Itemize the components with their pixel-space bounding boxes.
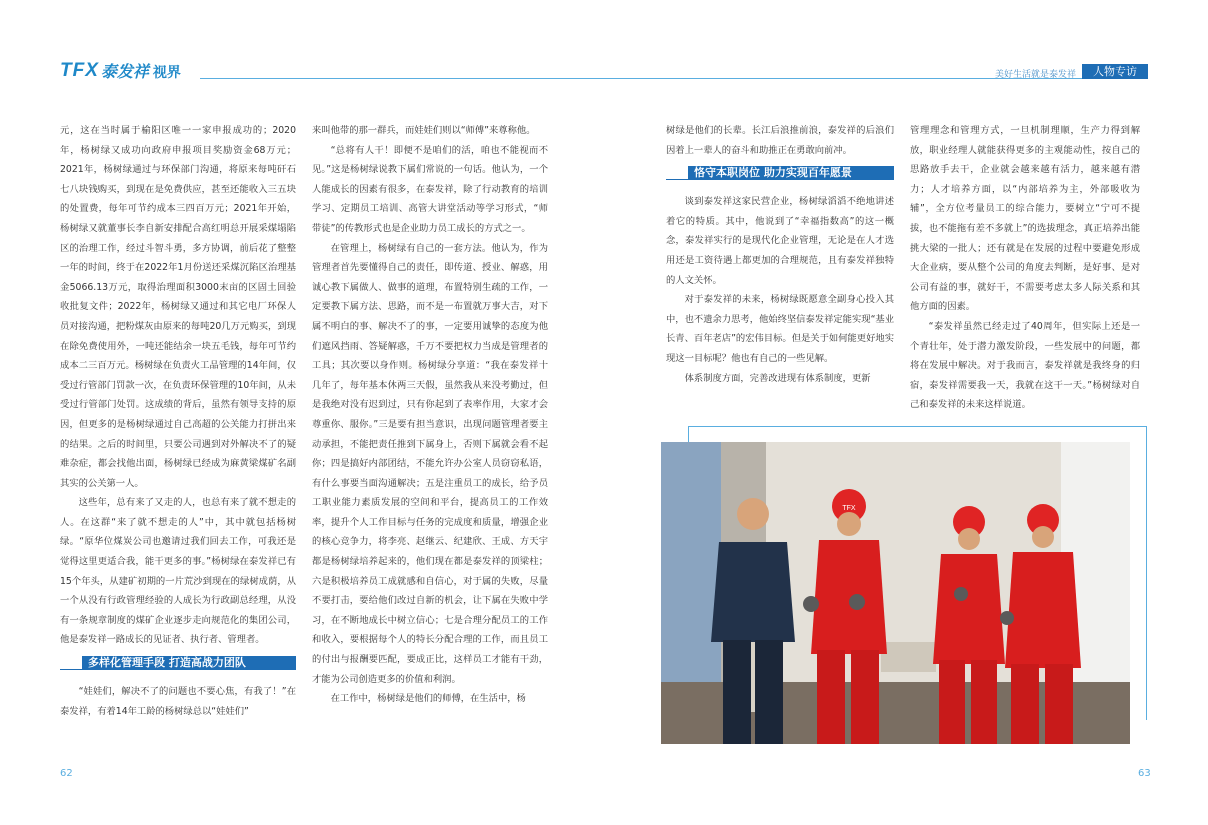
paragraph: “总将有人干！即便不是咱们的活，咱也不能视而不见。”这是杨树绿说教下属们常说的一句话。他认为，一个人能成长的因素有很多，在泰发祥，除了行动教育的培训学习、定期员工培训、高管大讲堂活动等学习形式，“师带徒”的传教形式也是企业助力员工成长的方式之一。 [312,144,548,234]
subheading-text: 多样化管理手段 打造高战力团队 [88,656,246,670]
paragraph: 谈到泰发祥这家民营企业，杨树绿滔滔不绝地讲述着它的特质。其中，他说到了“幸福指数高”的这一概念，泰发祥实行的是现代化企业管理，无论是在人才选用还是工资待遇上都更加的合理规范，且有泰发祥独特的人文关怀。 [666,196,894,286]
paragraph: 这些年，总有来了又走的人，也总有来了就不想走的人。在这群“来了就不想走的人”中，其中就包括杨树绿。“原华位煤炭公司也邀请过我们回去工作，可我还是觉得这里更适合我，能干更多的事。”杨树绿在泰发祥已有15个年头，从建矿初期的一片荒沙到现在的绿树成荫，从一个从没有行政管理经验的人成长为行政副总经理，从没有一条规章制度的煤矿企业逐步走向规范化的集团公司，他是泰发祥一路成长的见证者、执行者、管理者。 [60,497,296,646]
section-subheading [60,656,296,670]
paragraph: 在管理上，杨树绿有自己的一套方法。他认为，作为管理者首先要懂得自己的责任，即传道、授业、解惑，用诚心教下属做人、做事的道理，布置特别生疏的工作，一定要教下属方法、思路，而不是一布置就万事大吉，对下属不明白的事、解决不了的事，一定要用诚挚的态度为他们遮风挡雨、答疑解惑，千万不要把权力当成是管理者的工具；其次要以身作则。杨树绿分享道：“我在泰发祥十几年了，每年基本休两三天假，虽然我从来没考勤过，但是我绝对没有迟到过，只有你起到了表率作用，大家才会尊重你、服你。”三是要有担当意识，出现问题管理者要主动承担，不能把责任推到下属身上，否则下属就会看不起你；四是搞好内部团结，不能允许办公室人员窃窃私语，有什么事要当面沟通解决；五是注重员工的成长，给予员工职业能力素质发展的空间和平台，提高员工的工作效率，提升个人工作目标与任务的完成度和质量，增强企业的核心竞争力，将李亮、赵继云、纪建欣、王成、方天宇都是杨树绿培养起来的，他们现在都是泰发祥的顶梁柱；六是积极培养员工成就感和自信心，对于属的失败，尽量不要打击，要给他们改过自新的机会，让下属在失败中学习，在不断地成长中树立信心；七是合理分配员工的工作和收入，要根据每个人的特长分配合理的工作，而且员工的付出与报酬要匹配，要成正比，这样员工才能有干劲，才能为公司创造更多的价值和利润。 [312,242,548,685]
logo-en: TFX [60,60,99,81]
page-number-left: 62 [60,768,73,779]
header-rule [200,78,1082,79]
paragraph: 树绿是他们的长辈。长江后浪推前浪，泰发祥的后浪们因着上一辈人的奋斗和助推正在勇敢向前冲。 [666,125,894,156]
brand-logo [60,60,181,82]
photo-frame-line [688,426,1147,427]
logo-cn: 泰发祥 [100,62,149,81]
article-column-4 [910,121,1140,415]
section-tag: 人物专访 [1082,64,1148,79]
page-number-right: 63 [1138,768,1151,779]
article-photo [661,442,1130,744]
article-column-2 [312,121,548,709]
article-column-1 [60,121,296,721]
paragraph: 在工作中，杨树绿是他们的师傅，在生活中，杨 [330,693,526,705]
article-column-3 [666,121,894,388]
photo-frame-line [1146,426,1147,720]
paragraph: 管理理念和管理方式，一旦机制理顺，生产力得到解放，职业经理人就能获得更多的主观能动性，按自己的思路放手去干，企业就会越来越有活力，越来越有潜力；人才培养方面，以“内部培养为主，外部吸收为辅”，全方位考量员工的综合能力，要树立“宁可不提拔，也不能拖有差不多就上”的选拔理念，真正培养出能挑大梁的一批人；还有就是在发展的过程中要避免形成大企业病，要从整个公司的角度去判断，是好事、是对公司有益的事，就好干，不需要考虑太多人际关系和其他方面的因素。 [910,125,1140,313]
header-slogan: 美好生活就是泰发祥 [994,70,1076,80]
paragraph: 元，这在当时属于榆阳区唯一一家申报成功的；2020年，杨树绿又成功向政府申报项目奖励资金68万元；2021年，杨树绿通过与环保部门沟通，将原来每吨矸石七八块钱购买，到现在是免费供应，甚至还能收入三五块的处置费，每年可节约成本三四百万元；2021年开始，杨树绿又就董事长李自新安排配合高红明总开展采煤塌陷区的治理工作，经过斗智斗勇，多方协调，前后花了整整一年的时间，终于在2022年1月份送还采煤沉陷区治理基金5066.13万元，取得治理面积3000末亩的区固土回验收批复文件；2022年，杨树绿又通过和其它电厂环保人员对接沟通，把粉煤灰由原来的每吨20几万元购买，到现在除免费使用外，一吨还能结余一块五毛钱，每年可节约成本二三百万元。杨树绿在负责火工品管理的14年间，仅受过行管部门罚款一次，在负责环保管理的10年间，从未受过行管部门处罚。这成绩的背后，虽然有领导支持的原因，但更多的是杨树绿通过自己高超的公关能力打拼出来的结果。之后的时间里，只要公司遇到对外解决不了的疑难杂症，都会找他出面，杨树绿已经成为麻黄梁煤矿名副其实的公关第一人。 [60,125,296,489]
subheading-text: 恪守本职岗位 助力实现百年愿景 [694,166,852,180]
paragraph: “泰发祥虽然已经走过了40周年，但实际上还是一个青壮年，处于潜力激发阶段，一些发展中的问题，都将在发展中解决。对于我而言，泰发祥就是我终身的归宿，泰发祥需要我一天，我就在这干一天。”杨树绿对自己和泰发祥的未来这样说道。 [910,320,1140,411]
paragraph: 体系制度方面，完善改进现有体系制度，更新 [684,372,871,384]
helmet-logo-text: TFX [842,505,856,512]
paragraph: “娃娃们，解决不了的问题也不要心焦，有我了！”在泰发祥，有着14年工龄的杨树绿总以“娃娃们” [60,686,296,717]
paragraph: 对于泰发祥的未来，杨树绿既愿意全副身心投入其中，也不遗余力思考，他始终坚信泰发祥定能实现“基业长青、百年老店”的宏伟目标。但是关于如何能更好地实现这一目标呢？他也有自己的一些见解。 [666,294,894,364]
photo-frame-line [688,426,689,442]
section-subheading [666,166,894,180]
logo-sub: 视界 [152,65,181,81]
paragraph: 来叫他带的那一群兵，而娃娃们则以“师傅”来尊称他。 [312,125,536,136]
